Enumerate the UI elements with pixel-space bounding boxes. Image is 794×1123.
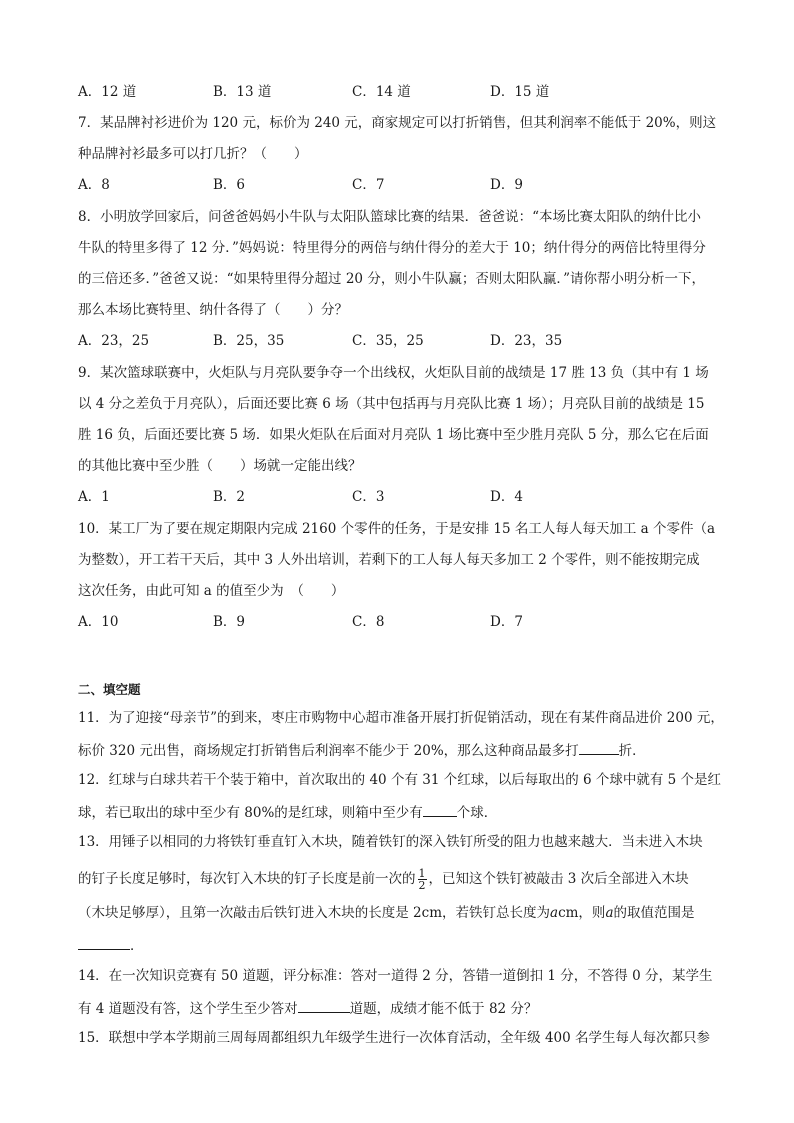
q10-text-line: 10．某工厂为了要在规定期限内完成 2160 个零件的任务，于是安排 15 名工人每人每天加工 a 个零件（a (78, 521, 716, 537)
q7-option-a: A．8 (78, 177, 110, 193)
q10-option-d: D．7 (490, 614, 523, 630)
q14-text: 有 4 道题没有答，这个学生至少答对 (78, 1001, 298, 1017)
q11-text: 标价 320 元出售，商场规定打折销售后利润率不能少于 20%，那么这种商品最多打 (78, 743, 579, 759)
q6-option-b: B．13 道 (213, 84, 272, 100)
q8-text-line: 那么本场比赛特里、纳什各得了（ ）分？ (78, 302, 348, 318)
q7-text-line: 种品牌衬衫最多可以打几折？（ ） (78, 146, 308, 162)
answer-blank (579, 740, 619, 755)
q8-option-d: D．23，35 (490, 333, 563, 349)
q13-text-cm: cm，则 (558, 905, 606, 921)
q13-text-line (78, 904, 695, 922)
q14-text-end: 道题，成绩才能不低于 82 分？ (349, 1001, 538, 1017)
fraction-numerator: 1 (418, 867, 426, 880)
section-title: 二、填空题 (78, 682, 141, 697)
q13-text-line (78, 868, 689, 891)
q9-option-d: D．4 (490, 489, 523, 505)
q7-option-d: D．9 (490, 177, 523, 193)
q8-text-line: 的三倍还多．”爸爸又说：“如果特里得分超过 20 分，则小牛队赢；否则太阳队赢．”请你帮小明分析一下， (78, 271, 705, 287)
q13-text-cont: ，已知这个铁钉被敲击 3 次后全部进入木块 (428, 871, 689, 887)
q7-option-b: B．6 (213, 177, 246, 193)
q12-text-end: 个球． (456, 805, 498, 821)
q12-text-line: 12．红球与白球共若干个装于箱中，首次取出的 40 个有 31 个红球，以后每取出的 6 个球中就有 5 个是红 (78, 772, 722, 788)
q9-option-b: B．2 (213, 489, 246, 505)
q14-text-line (78, 998, 537, 1018)
q9-text-line: 以 4 分之差负于月亮队），后面还要比赛 6 场（其中包括再与月亮队比赛 1 场）；月亮队目前的战绩是 15 (78, 396, 705, 412)
q8-text-line: 牛队的特里多得了 12 分．”妈妈说：特里得分的两倍与纳什得分的差大于 10；纳什得分的两倍比特里得分 (78, 240, 706, 256)
fraction-denominator: 2 (418, 879, 426, 892)
answer-blank (423, 802, 457, 817)
q8-option-b: B．25，35 (213, 333, 285, 349)
q6-option-d: D．15 道 (490, 84, 550, 100)
q13-text: （木块足够厚），且第一次敲击后铁钉进入木块的长度是 2cm，若铁钉总长度为 (78, 905, 550, 921)
q12-text-line (78, 802, 497, 822)
q8-option-c: C．35，25 (352, 333, 424, 349)
q7-text-line: 7．某品牌衬衫进价为 120 元，标价为 240 元，商家规定可以打折销售，但其利润率不能低于 20%，则这 (78, 115, 717, 131)
q7-option-c: C．7 (352, 177, 385, 193)
q10-option-c: C．8 (352, 614, 385, 630)
answer-blank (298, 998, 350, 1013)
variable-a: a (605, 905, 614, 921)
q8-text-line: 8．小明放学回家后，问爸爸妈妈小牛队与太阳队篮球比赛的结果．爸爸说：“本场比赛太阳队的纳什比小 (78, 209, 701, 225)
q8-option-a: A．23，25 (78, 333, 150, 349)
variable-a: a (550, 905, 559, 921)
q14-text-line: 14．在一次知识竞赛有 50 道题，评分标准：答对一道得 2 分，答错一道倒扣 1 分，不答得 0 分，某学生 (78, 968, 713, 984)
fraction-one-half (418, 868, 427, 891)
q13-text-line: 13．用锤子以相同的力将铁钉垂直钉入木块，随着铁钉的深入铁钉所受的阻力也越来越大．当未进入木块 (78, 834, 703, 850)
q9-text-line: 9．某次篮球联赛中，火炬队与月亮队要争夺一个出线权，火炬队目前的战绩是 17 胜 13 负（其中有 1 场 (78, 365, 709, 381)
q9-option-a: A．1 (78, 489, 110, 505)
q11-text-end: 折． (618, 743, 646, 759)
q6-option-a: A．12 道 (78, 84, 137, 100)
q9-text-line: 胜 16 负，后面还要比赛 5 场．如果火炬队在后面对月亮队 1 场比赛中至少胜月亮队 5 分，那么它在后面 (78, 427, 709, 443)
q13-text-period: ． (130, 938, 144, 954)
q11-text-line: 11．为了迎接“母亲节”的到来，枣庄市购物中心超市准备开展打折促销活动，现在有某件商品进价 200 元， (78, 710, 724, 726)
q10-text-line: 这次任务，由此可知 a 的值至少为 （ ） (78, 583, 345, 599)
q13-text-end: 的取值范围是 (613, 905, 695, 921)
answer-blank (78, 935, 130, 950)
q6-option-c: C．14 道 (352, 84, 411, 100)
q15-text-line: 15．联想中学本学期前三周每周都组织九年级学生进行一次体育活动，全年级 400 名学生每人每次都只参 (78, 1030, 711, 1046)
q10-text-line: 为整数），开工若干天后，其中 3 人外出培训，若剩下的工人每人每天多加工 2 个零件，则不能按期完成 (78, 552, 700, 568)
q9-option-c: C．3 (352, 489, 385, 505)
q13-text: 的钉子长度足够时，每次钉入木块的钉子长度是前一次的 (78, 871, 416, 887)
q12-text: 球，若已取出的球中至少有 80%的是红球，则箱中至少有 (78, 805, 423, 821)
q10-option-a: A．10 (78, 614, 119, 630)
q10-option-b: B．9 (213, 614, 246, 630)
q11-text-line (78, 740, 646, 760)
q9-text-line: 的其他比赛中至少胜（ ）场就一定能出线？ (78, 458, 362, 474)
q13-text-line (78, 935, 144, 955)
